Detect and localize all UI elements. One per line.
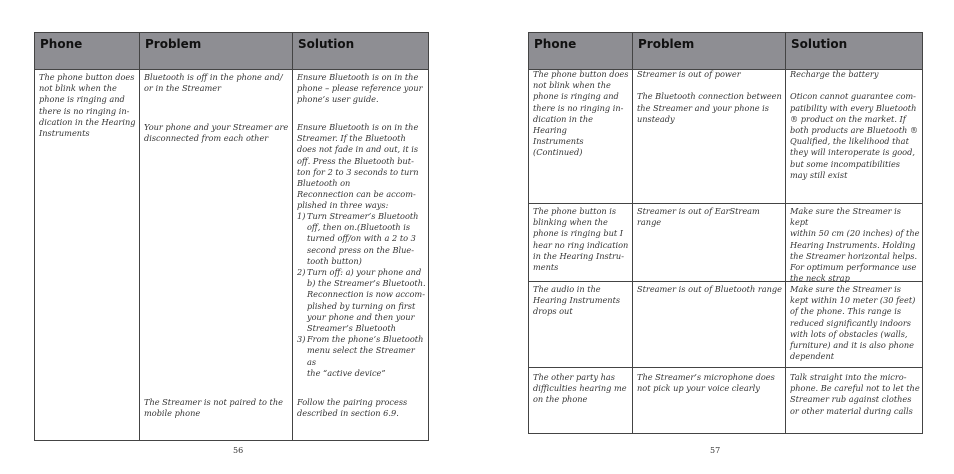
problem-cell: The Streamer’s microphone does not pick up your voice clearly — [637, 372, 775, 394]
header-phone: Phone — [534, 37, 577, 51]
solution-step — [297, 334, 426, 379]
solution-cell: Make sure the Streamer is kept within 10 meter (30 feet) of the phone. This range is reduced significantly indoors with lots of obstacles (walls, furniture) and it is also phone dependent — [790, 284, 916, 362]
troubleshooting-table-right — [528, 32, 923, 434]
step-text: Turn Streamer’s Bluetooth off, then on.(Bluetooth is turned off/on with a 2 to 3 second press on the Blue- tooth button) — [307, 211, 419, 266]
problem-cell: Streamer is out of EarStream range — [637, 206, 760, 228]
problem-cell: Bluetooth is off in the phone and/ or in the Streamer — [144, 72, 283, 94]
header-solution: Solution — [791, 37, 848, 51]
problem-cell: Streamer is out of Bluetooth range — [637, 284, 782, 294]
solution-cell: Follow the pairing process described in section 6.9. — [297, 397, 408, 419]
problem-cell: Streamer is out of power The Bluetooth connection between the Streamer and your phone is unsteady — [637, 69, 782, 124]
phone-cell: The phone button is blinking when the phone is ringing but I hear no ring indication in the Hearing Instru- ments — [533, 206, 629, 273]
step-text: From the phone’s Bluetooth menu select the Streamer as the “active device” — [307, 334, 424, 378]
page-number: 56 — [233, 446, 244, 455]
troubleshooting-table-left — [34, 32, 429, 441]
step-number: 3) — [297, 334, 306, 345]
problem-cell: Your phone and your Streamer are disconnected from each other — [144, 122, 289, 144]
step-number: 2) — [297, 267, 306, 278]
phone-cell: The audio in the Hearing Instruments drops out — [533, 284, 621, 317]
phone-cell: The phone button does not blink when the phone is ringing and there is no ringing in- dication in the Hearing Instruments (Continued) — [533, 69, 629, 158]
problem-cell: The Streamer is not paired to the mobile phone — [144, 397, 283, 419]
right-page — [477, 0, 954, 474]
header-phone: Phone — [40, 37, 83, 51]
row-divider — [529, 367, 922, 368]
table-header — [35, 33, 428, 70]
solution-step — [297, 267, 426, 334]
header-problem: Problem — [638, 37, 695, 51]
solution-cell: Ensure Bluetooth is on in the phone – please reference your phone’s user guide. — [297, 72, 423, 105]
step-text: Turn off: a) your phone and b) the Streamer’s Bluetooth. Reconnection is now accom- plished by turning on first your phone and then your Streamer’s Bluetooth — [307, 267, 426, 334]
step-number: 1) — [297, 211, 306, 221]
solution-cell: Ensure Bluetooth is on in the Streamer. If the Bluetooth does not fade in and out, it is off. Press the Bluetooth but- ton for 2 to 3 seconds to turn Bluetooth on Reconnection can be accom- plished in three ways: — [297, 122, 419, 211]
solution-cell: Recharge the battery Oticon cannot guarantee com- patibility with every Bluetooth ® product on the market. If both products are Bluetooth ® Qualified, the likelihood that they will interoperate is good, but some incompatibilities may still exist — [790, 69, 919, 180]
phone-cell: The phone button does not blink when the phone is ringing and there is no ringing in- dication in the Hearing Instruments — [39, 72, 136, 139]
solution-cell: Talk straight into the micro- phone. Be careful not to let the Streamer rub against clothes or other material during calls — [790, 372, 920, 416]
header-solution: Solution — [298, 37, 355, 51]
solution-cell: Make sure the Streamer is kept within 50 cm (20 inches) of the Hearing Instruments. Holding the Streamer horizontal helps. For optimum performance use the neck strap — [790, 206, 920, 284]
row-divider — [529, 203, 922, 204]
header-problem: Problem — [145, 37, 202, 51]
phone-cell: The other party has difficulties hearing me on the phone — [533, 372, 627, 405]
solution-step — [297, 211, 426, 267]
table-header — [529, 33, 922, 70]
page-number: 57 — [710, 446, 721, 455]
solution-step-list — [293, 211, 430, 379]
